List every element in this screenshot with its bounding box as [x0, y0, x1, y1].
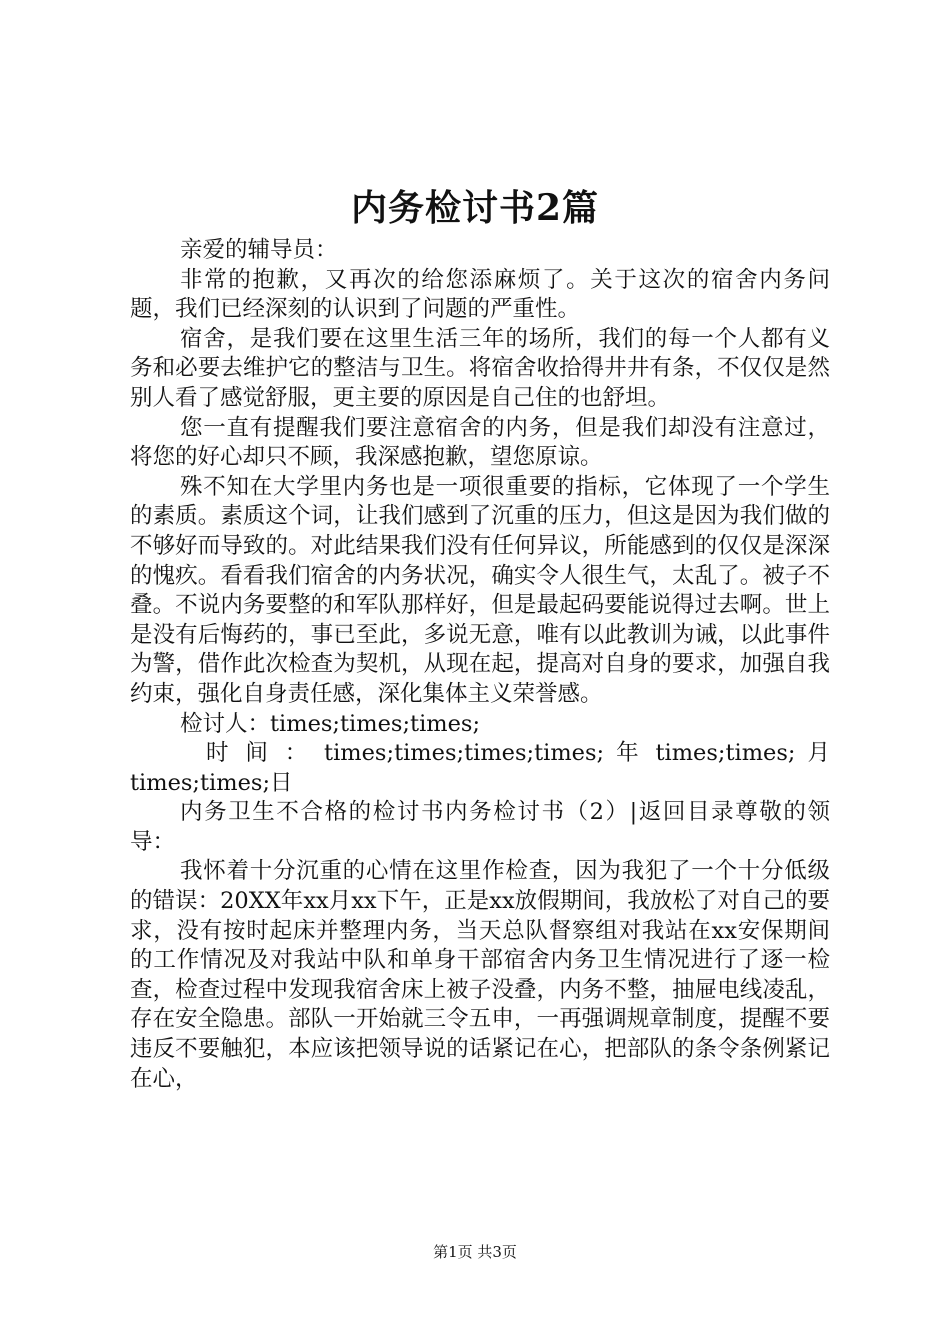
document-body: [130, 236, 830, 1094]
page-number: 第1页 共3页: [433, 1243, 517, 1261]
paragraph-dormitory: 宿舍，是我们要在这里生活三年的场所，我们的每一个人都有义务和必要去维护它的整洁与卫生。将宿舍收拾得井井有条，不仅仅是然别人看了感觉舒服，更主要的原因是自己住的也舒坦。: [130, 325, 830, 411]
signer-line: 检讨人：times;times;times;: [180, 710, 481, 737]
date-line: 时 间 ： times;times;times;times; 年 times;times; 月 times;times;日: [130, 740, 830, 796]
salutation: 亲爱的辅导员：: [180, 237, 338, 263]
section-heading: 内务卫生不合格的检讨书内务检讨书（2）|返回目录尊敬的领导：: [130, 799, 830, 855]
paragraph-reminder: 您一直有提醒我们要注意宿舍的内务，但是我们却没有注意过，将您的好心却只不顾，我深感抱歉，望您原谅。: [130, 414, 830, 471]
paragraph-self-criticism: 我怀着十分沉重的心情在这里作检查，因为我犯了一个十分低级的错误：20XX年xx月xx下午，正是xx放假期间，我放松了对自己的要求，没有按时起床并整理内务，当天总队督察组对我站在xx安保期间的工作情况及对我站中队和单身干部宿舍内务卫生情况进行了逐一检查，检查过程中发现我宿舍床上被子没叠，内务不整，抽屉电线凌乱，存在安全隐患。部队一开始就三令五申，一再强调规章制度，提醒不要违反不要触犯，本应该把领导说的话紧记在心，把部队的条令条例紧记在心，: [130, 858, 830, 1092]
document-title: 内务检讨书2篇: [350, 187, 600, 229]
paragraph-reflection: 殊不知在大学里内务也是一项很重要的指标，它体现了一个学生的素质。素质这个词，让我们感到了沉重的压力，但这是因为我们做的不够好而导致的。对此结果我们没有任何异议，所能感到的仅仅是深深的愧疚。看看我们宿舍的内务状况，确实令人很生气，太乱了。被子不叠。不说内务要整的和军队那样好，但是最起码要能说得过去啊。世上是没有后悔药的，事已至此，多说无意，唯有以此教训为诫，以此事件为警，借作此次检查为契机，从现在起，提高对自身的要求，加强自我约束，强化自身责任感，深化集体主义荣誉感。: [130, 473, 830, 707]
paragraph-apology: 非常的抱歉，又再次的给您添麻烦了。关于这次的宿舍内务问题，我们已经深刻的认识到了问题的严重性。: [130, 266, 830, 323]
